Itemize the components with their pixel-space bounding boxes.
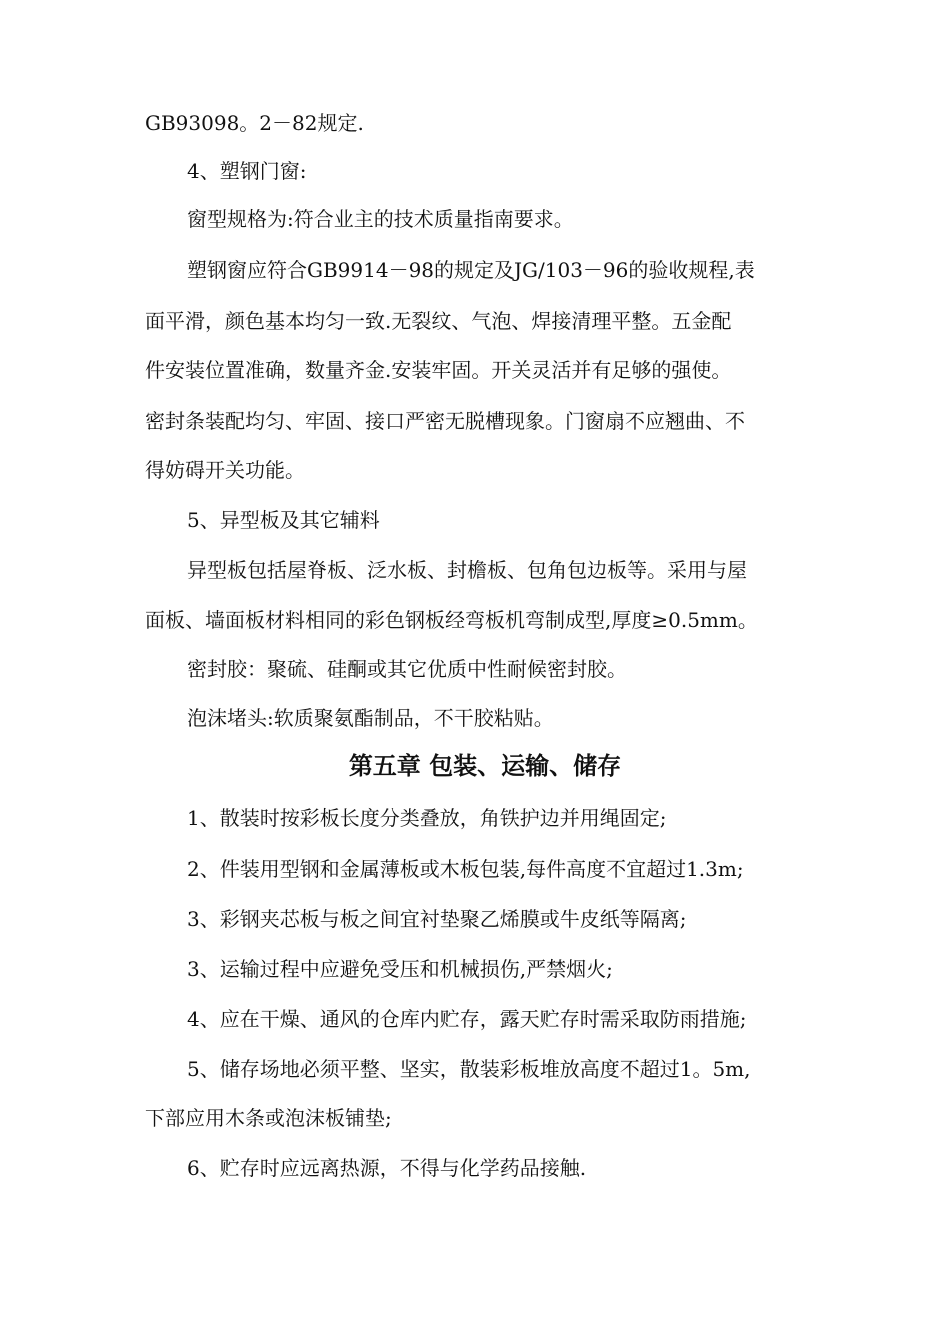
list-item: 6、贮存时应远离热源，不得与化学药品接触.	[187, 1156, 587, 1180]
paragraph-line: 窗型规格为:符合业主的技术质量指南要求。	[187, 207, 574, 231]
chapter-title: 第五章 包装、运输、储存	[348, 752, 622, 780]
list-item: 1、散装时按彩板长度分类叠放，角铁护边并用绳固定;	[187, 806, 667, 830]
paragraph-line: 泡沫堵头:软质聚氨酯制品，不干胶粘贴。	[187, 706, 554, 730]
paragraph-line: 件安装位置准确，数量齐金.安装牢固。开关灵活并有足够的强使。	[145, 358, 732, 382]
list-item: 4、应在干燥、通风的仓库内贮存，露天贮存时需采取防雨措施;	[187, 1007, 747, 1031]
list-item-continuation: 下部应用木条或泡沫板铺垫;	[145, 1106, 392, 1130]
paragraph-line: 密封胶：聚硫、硅酮或其它优质中性耐候密封胶。	[187, 657, 627, 681]
list-item: 5、储存场地必须平整、坚实，散装彩板堆放高度不超过1。5m,	[187, 1057, 751, 1081]
list-item: 3、彩钢夹芯板与板之间宜衬垫聚乙烯膜或牛皮纸等隔离;	[187, 907, 687, 931]
paragraph-line: 塑钢窗应符合GB9914－98的规定及JG/103－96的验收规程,表	[187, 258, 755, 282]
paragraph-line: 得妨碍开关功能。	[145, 458, 305, 482]
list-item: 2、件装用型钢和金属薄板或木板包装,每件高度不宜超过1.3m;	[187, 857, 744, 881]
paragraph-line: 异型板包括屋脊板、泛水板、封檐板、包角包边板等。采用与屋	[187, 558, 747, 582]
paragraph-line: 密封条装配均匀、牢固、接口严密无脱槽现象。门窗扇不应翘曲、不	[145, 409, 745, 433]
paragraph-line: 面平滑，颜色基本均匀一致.无裂纹、气泡、焊接清理平整。五金配	[145, 309, 732, 333]
section-heading-4: 4、塑钢门窗:	[187, 159, 307, 183]
list-item: 3、运输过程中应避免受压和机械损伤,严禁烟火;	[187, 957, 613, 981]
paragraph-line: 面板、墙面板材料相同的彩色钢板经弯板机弯制成型,厚度≥0.5mm。	[145, 608, 758, 632]
section-heading-5: 5、异型板及其它辅料	[187, 508, 380, 532]
paragraph-line: GB93098。2－82规定.	[145, 111, 364, 135]
